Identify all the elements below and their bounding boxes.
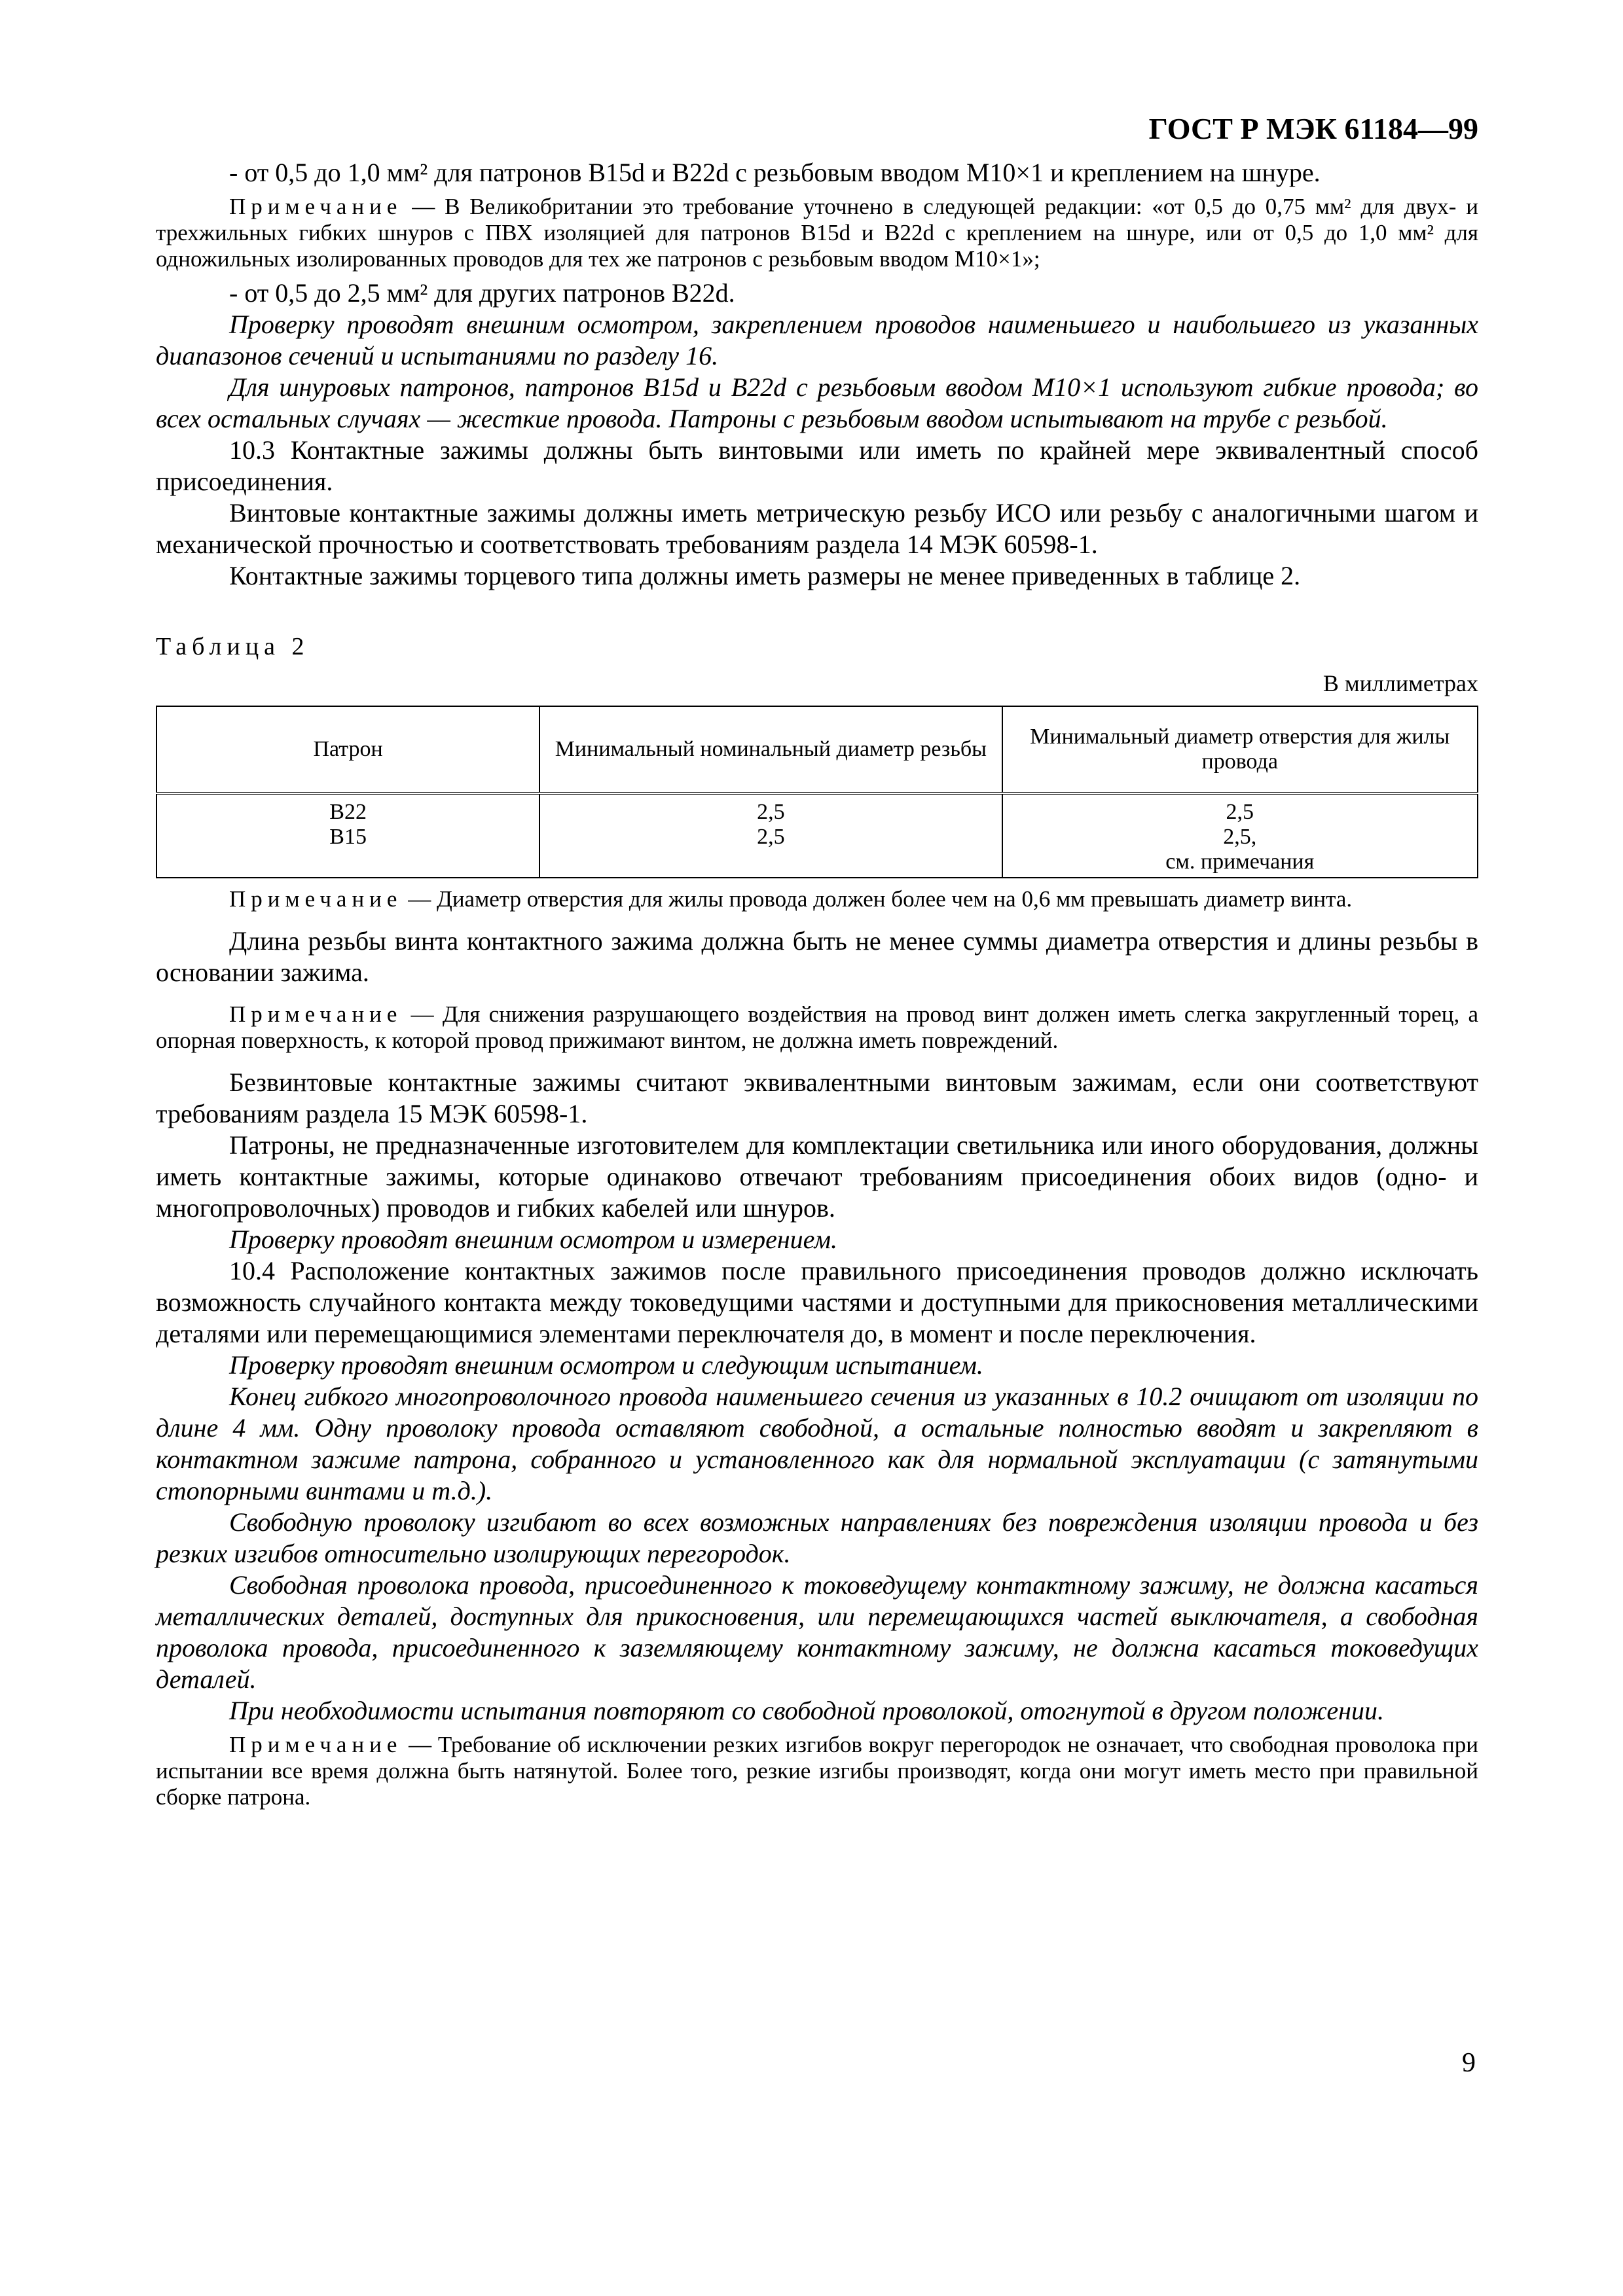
paragraph: Патроны, не предназначенные изготовителем для комплектации светильника или иного оборудования, должны иметь контактные зажимы, которые одинаково отвечают требованиям присоединения обоих видов (одно- и многопроволочных) проводов и гибких кабелей или шнуров. <box>156 1130 1478 1223</box>
table-units: В миллиметрах <box>1322 670 1478 696</box>
note-text: — Для снижения разрушающего воздействия на провод винт должен иметь слегка закругленный торец, а опорная поверхность, к которой провод прижимают винтом, не должна иметь повреждений. <box>156 1001 1478 1053</box>
note-label: Примечание <box>229 886 403 912</box>
paragraph-italic: Свободная проволока провода, присоединенного к токоведущему контактному зажиму, не должна касаться металлических деталей, доступных для прикосновения, или перемещающихся частей выключателя, а свободная проволока провода, присоединенного к заземляющему контактному зажиму, не должна касаться токоведущих деталей. <box>156 1570 1478 1694</box>
note <box>156 1732 1478 1810</box>
table-caption: Таблица 2 <box>156 633 310 660</box>
paragraph-italic: Свободную проволоку изгибают во всех возможных направлениях без повреждения изоляции провода и без резких изгибов относительно изолирующих перегородок. <box>156 1507 1478 1568</box>
note-label: Примечание <box>229 1732 403 1757</box>
table-cell <box>1002 793 1478 878</box>
page-number: 9 <box>1462 2048 1476 2078</box>
page-body <box>156 98 1478 1816</box>
paragraph: Длина резьбы винта контактного зажима должна быть не менее суммы диаметра отверстия и длины резьбы в основании зажима. <box>156 926 1478 987</box>
paragraph: 10.4 Расположение контактных зажимов после правильного присоединения проводов должно исключать возможность случайного контакта между токоведущими частями и доступными для прикосновения металлическими деталями или перемещающимися элементами переключателя до, в момент и после переключения. <box>156 1256 1478 1348</box>
table-header-cell: Минимальный номинальный диаметр резьбы <box>539 706 1002 793</box>
table-row <box>156 793 1478 878</box>
table-header-cell: Минимальный диаметр отверстия для жилы провода <box>1002 706 1478 793</box>
paragraph-italic: Конец гибкого многопроволочного провода наименьшего сечения из указанных в 10.2 очищают от изоляции по длине 4 мм. Одну проволоку провода оставляют свободной, а остальные полностью вводят и закрепляют в контактном зажиме патрона, собранного и установленного как для нормальной эксплуатации (с затянутыми стопорными винтами и т.д.). <box>156 1382 1478 1505</box>
cell-line: 2,5 <box>1226 800 1254 824</box>
paragraph: 10.3 Контактные зажимы должны быть винтовыми или иметь по крайней мере эквивалентный способ присоединения. <box>156 435 1478 496</box>
terminal-dimensions-table <box>156 706 1478 878</box>
note <box>156 886 1478 912</box>
paragraph-italic: Проверку проводят внешним осмотром, закреплением проводов наименьшего и наибольшего из указанных диапазонов сечений и испытаниями по разделу 16. <box>156 310 1478 370</box>
paragraph-italic: Проверку проводят внешним осмотром и следующим испытанием. <box>229 1350 983 1380</box>
note-text: — Требование об исключении резких изгибов вокруг перегородок не означает, что свободная проволока при испытании все время должна быть натянутой. Более того, резкие изгибы производят, когда они могут иметь место при правильной сборке патрона. <box>156 1732 1478 1810</box>
paragraph: - от 0,5 до 2,5 мм² для других патронов B22d. <box>229 278 735 308</box>
paragraph-italic: Проверку проводят внешним осмотром и измерением. <box>229 1225 837 1254</box>
paragraph-italic: При необходимости испытания повторяют со свободной проволокой, отогнутой в другом положении. <box>229 1696 1384 1725</box>
cell-line: B15 <box>329 825 367 849</box>
cell-line: 2,5 <box>757 825 785 849</box>
paragraph: Безвинтовые контактные зажимы считают эквивалентными винтовым зажимам, если они соответствуют требованиям раздела 15 МЭК 60598-1. <box>156 1067 1478 1128</box>
note-text: — Диаметр отверстия для жилы провода должен более чем на 0,6 мм превышать диаметр винта. <box>402 886 1353 912</box>
note <box>156 1001 1478 1054</box>
table-header-cell: Патрон <box>156 706 539 793</box>
cell-line: см. примечания <box>1165 850 1315 874</box>
cell-line: 2,5 <box>757 800 785 824</box>
paragraph: Контактные зажимы торцевого типа должны иметь размеры не менее приведенных в таблице 2. <box>229 561 1301 590</box>
paragraph-italic: Для шнуровых патронов, патронов B15d и B22d с резьбовым вводом M10×1 используют гибкие провода; во всех остальных случаях — жесткие провода. Патроны с резьбовым вводом испытывают на трубе с резьбой. <box>156 372 1478 433</box>
note-text: — В Великобритании это требование уточнено в следующей редакции: «от 0,5 до 0,75 мм² для двух- и трехжильных гибких шнуров с ПВХ изоляцией для патронов B15d и B22d с креплением на шнуре, или от 0,5 до 1,0 мм² для одножильных изолированных проводов для тех же патронов с резьбовым вводом M10×1»; <box>156 194 1478 272</box>
cell-line: B22 <box>329 800 367 824</box>
table-cell <box>156 793 539 878</box>
note-label: Примечание <box>229 194 403 219</box>
paragraph: - от 0,5 до 1,0 мм² для патронов B15d и B22d с резьбовым вводом M10×1 и креплением на шнуре. <box>229 158 1321 187</box>
note-label: Примечание <box>229 1001 403 1027</box>
table-cell <box>539 793 1002 878</box>
paragraph: Винтовые контактные зажимы должны иметь метрическую резьбу ИСО или резьбу с аналогичными шагом и механической прочностью и соответствовать требованиям раздела 14 МЭК 60598-1. <box>156 498 1478 559</box>
note <box>156 194 1478 272</box>
cell-line: 2,5, <box>1223 825 1257 849</box>
standard-designation: ГОСТ Р МЭК 61184—99 <box>1148 112 1478 145</box>
